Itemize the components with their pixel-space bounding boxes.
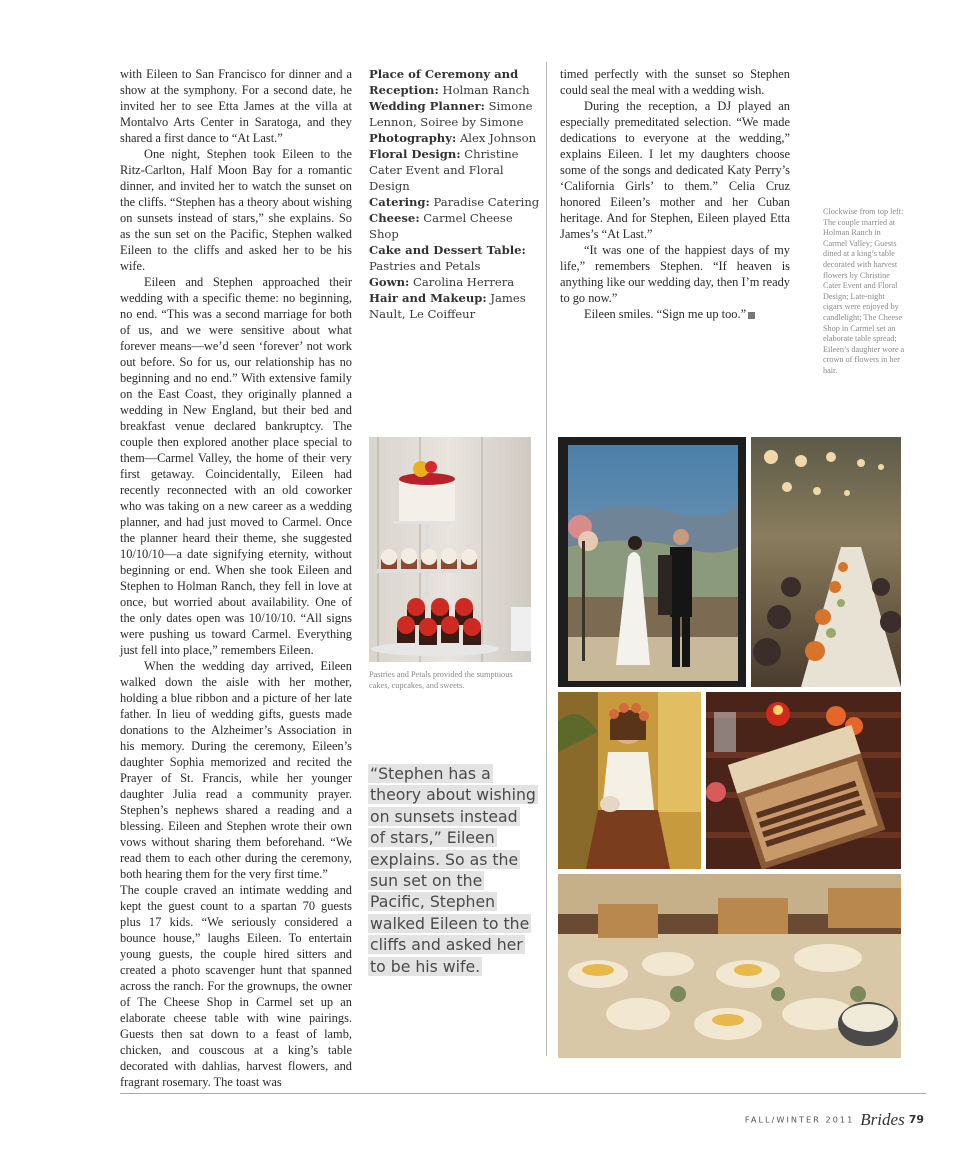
column-divider	[546, 62, 547, 1056]
ceremony-photo	[558, 437, 746, 687]
pull-quote-text: “Stephen has a theory about wishing on sunsets instead of stars,” Eileen explains. So as the sun set on the Pacific, Stephen walked Eileen to the cliffs and asked her to be his wife.	[370, 764, 536, 976]
article-paragraph: with Eileen to San Francisco for dinner and a show at the symphony. For a second date, he invited her to see Etta James at the villa at Montalvo Arts Center in Saratoga, and they shared a first dance to “At Last.”	[120, 67, 352, 145]
footer-rule	[120, 1093, 926, 1094]
credit-label: Cake and Dessert Table:	[369, 243, 526, 257]
cigars-photo	[706, 692, 901, 869]
credit-value: Simone Lennon, Soiree by Simone	[369, 99, 533, 129]
credit-label: Floral Design:	[369, 147, 461, 161]
cake-photo-caption: Pastries and Petals provided the sumptuous cakes, cupcakes, and sweets.	[369, 670, 513, 690]
credit-value: Carmel Cheese Shop	[369, 211, 513, 241]
credit-entry	[369, 274, 541, 290]
credit-entry	[369, 194, 541, 210]
credit-value: James Nault, Le Coiffeur	[369, 291, 526, 321]
credit-entry	[369, 66, 541, 98]
credit-entry	[369, 98, 541, 130]
issue-season: FALL/WINTER 2011	[744, 1114, 855, 1125]
credit-value: Paradise Catering	[433, 195, 540, 209]
article-paragraph: “It was one of the happiest days of my life,” remembers Stephen. “If heaven is anything like our wedding day, then I’m ready to go now.”	[560, 243, 790, 305]
credit-value: Holman Ranch	[442, 83, 530, 97]
article-paragraph: The couple craved an intimate wedding and kept the guest count to a spartan 70 guests plus 17 kids. “We seriously considered a bounce house,” laughs Eileen. To entertain young guests, the couple hired sitters and created a photo scavenger hunt that spanned across the ranch. For the grownups, the owner of The Cheese Shop in Carmel set up an elaborate cheese table with wine pairings. Guests then sat down to a feast of lamb, chicken, and couscous at a king’s table decorated with dahlias, harvest flowers, and fragrant rosemary. The toast was	[120, 883, 352, 1089]
credit-label: Wedding Planner:	[369, 99, 485, 113]
article-paragraph: During the reception, a DJ played an especially premeditated selection. “We made dedications to everyone at the wedding,” explains Eileen. I let my daughters choose some of the songs and dedicated Katy Perry’s ‘California Girls’ to them.” Celia Cruz honored Eileen’s mother and her Cuban heritage. And for Stephen, Eileen played Etta James’s “At Last.”	[560, 99, 790, 241]
end-mark-icon	[748, 312, 755, 319]
article-paragraph: Eileen and Stephen approached their wedding with a specific theme: no beginning, no end. “This was a second marriage for both of us, and we were sensitive about what forever means—we’d seen ‘forever’ not work out before. So for us, our relationship has no beginning and no end.” With extensive family on the East Coast, they originally planned a wedding in New England, but their bed and breakfast venue declared bankruptcy. The couple then explored another place special to them—Carmel Valley, the home of their very first getaway. Coincidentally, Eileen had recently reconnected with an old coworker who was taking on a new career as a wedding planner, and had just moved to Carmel. Once the planner heard their theme, she suggested 10/10/10—a date signifying eternity, without beginning or end. When she took Eileen and Stephen to Holman Ranch, they fell in love at once, but worried about availability. One of the only dates open was 10/10/10. “All signs were pushing us toward Carmel. Everything just fell into place,” remembers Eileen.	[120, 275, 352, 657]
pull-quote	[368, 763, 536, 977]
credit-entry	[369, 130, 541, 146]
article-paragraph: timed perfectly with the sunset so Stephen could seal the meal with a wedding wish.	[560, 67, 790, 97]
credit-label: Cheese:	[369, 211, 420, 225]
magazine-brand-logo: Brides	[860, 1109, 905, 1129]
article-paragraph: One night, Stephen took Eileen to the Ritz-Carlton, Half Moon Bay for a romantic dinner, and invited her to watch the sunset on the cliffs. “Stephen has a theory about wishing on sunsets instead of stars,” she explains. So as the sun set on the Pacific, Stephen walked Eileen to the cliffs and asked her to be his wife.	[120, 147, 352, 273]
credit-label: Place of Ceremony and Reception:	[369, 67, 519, 97]
photo-caption-clockwise: Clockwise from top left: The couple married at Holman Ranch in Carmel Valley; Guests dined at a king’s table decorated with harvest flowers by Christine Cater Event and Floral Design; Late-night cigars were enjoyed by candlelight; The Cheese Shop in Carmel set an elaborate table spread; Eileen’s daughter wore a crown of flowers in her hair.	[823, 207, 905, 375]
page-number: 79	[908, 1113, 924, 1126]
article-column-1	[120, 66, 352, 1090]
article-paragraph	[560, 306, 790, 322]
credit-entry	[369, 290, 541, 322]
reception-table-photo	[751, 437, 901, 687]
credit-label: Photography:	[369, 131, 457, 145]
flower-girl-photo	[558, 692, 701, 869]
credit-entry	[369, 242, 541, 274]
page-footer	[745, 1109, 924, 1130]
article-column-3	[560, 66, 790, 322]
credit-value: Christine Cater Event and Floral Design	[369, 147, 519, 193]
credit-value: Pastries and Petals	[369, 259, 481, 273]
credit-entry	[369, 146, 541, 194]
credit-label: Gown:	[369, 275, 410, 289]
credit-label: Hair and Makeup:	[369, 291, 487, 305]
cake-dessert-photo	[369, 437, 531, 662]
credit-value: Carolina Herrera	[413, 275, 515, 289]
article-paragraph: When the wedding day arrived, Eileen walked down the aisle with her mother, holding a blue ribbon and a picture of her late father. In lieu of wedding gifts, guests made donations to the Alzheimer’s Association in his memory. During the ceremony, Eileen’s daughter Sophia memorized and recited the Prayer of St. Francis, while her younger daughter Julia read a community prayer. Stephen’s nephews shared a reading and a blessing. Eileen and Stephen wrote their own vows without sharing them beforehand. “We read them to each other during the ceremony, both hearing them for the very first time.”	[120, 659, 352, 881]
credit-entry	[369, 210, 541, 242]
vendor-credits	[369, 66, 541, 322]
credit-value: Alex Johnson	[459, 131, 537, 145]
article-paragraph-text: Eileen smiles. “Sign me up too.”	[584, 307, 747, 321]
credit-label: Catering:	[369, 195, 430, 209]
cheese-table-photo	[558, 874, 901, 1058]
